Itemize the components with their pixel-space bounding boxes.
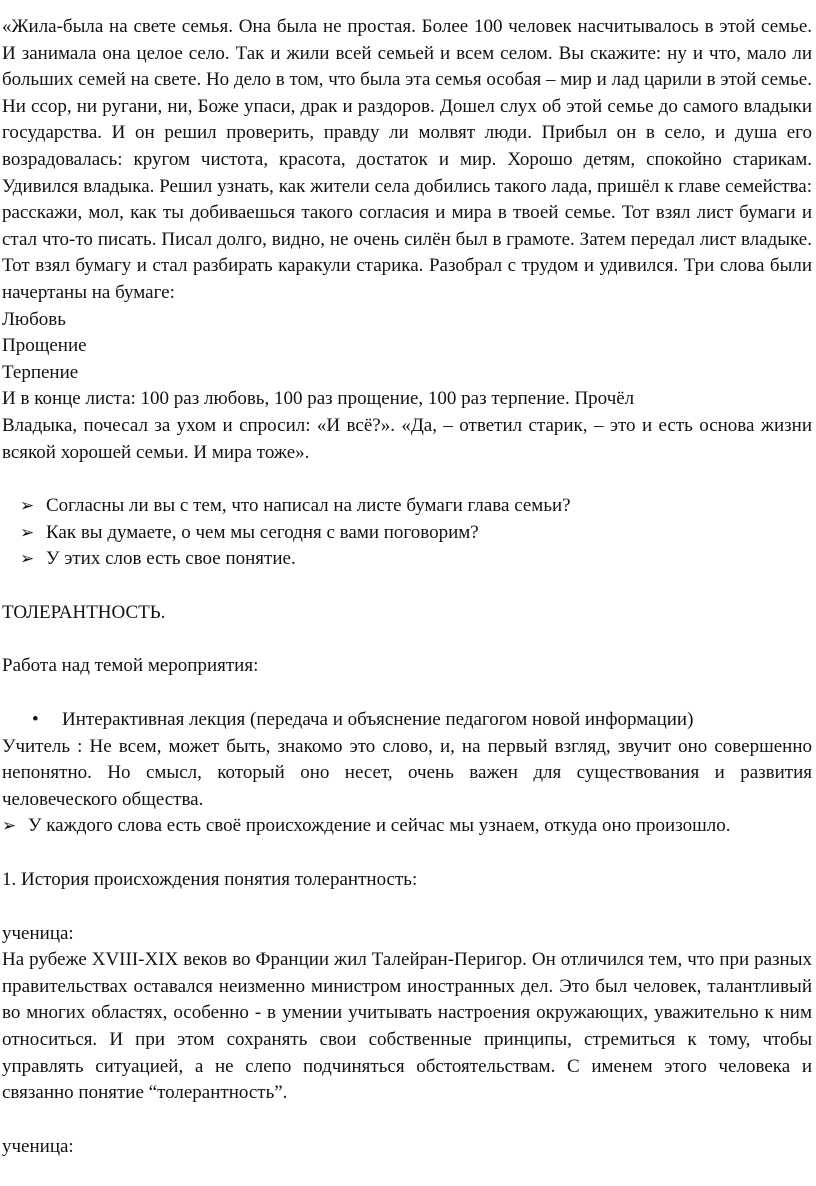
spacer <box>2 894 812 921</box>
word-forgiveness: Прощение <box>2 335 87 357</box>
student-text: На рубеже XVIII-XIX веков во Франции жил Талейран-Перигор. Он отличился тем, что при разных правительствах оставался неизменно министром иностранных дел. Это был человек, талантливый во многих областях, особенно - в умении учитывать настроения окружающих, уважительно к ним относиться. И при этом сохранять свои собственные принципы, стремиться к тому, чтобы управлять ситуацией, а не слепо подчиняться обстоятельствам. С именем этого человека и связанно понятие “толерантность”. <box>2 949 812 1104</box>
list-item: • Интерактивная лекция (передача и объяснение педагогом новой информации) <box>32 707 812 734</box>
lecture-list <box>2 707 812 734</box>
spacer <box>2 626 812 653</box>
word-patience: Терпение <box>2 361 79 383</box>
spacer <box>2 840 812 867</box>
arrowhead-bullet-icon: ➢ <box>20 549 35 570</box>
student-label: ученица: <box>2 1135 74 1157</box>
spacer <box>2 1107 812 1134</box>
questions-list <box>2 493 812 573</box>
list-item: ➢ Как вы думаете, о чем мы сегодня с вами поговорим? <box>20 520 812 547</box>
arrowhead-bullet-icon: ➢ <box>20 522 35 543</box>
spacer <box>2 573 812 600</box>
story-paragraph: «Жила-была на свете семья. Она была не простая. Более 100 человек насчитывалось в этой семье. И занимала она целое село. Так и жили всей семьей и всем селом. Вы скажите: ну и что, мало ли больших семей на свете. Но дело в том, что была эта семья особая – мир и лад царили в этой семье. Ни ссор, ни ругани, ни, Боже упаси, драк и раздоров. Дошел слух об этой семье до самого владыки государства. И он решил проверить, правду ли молвят люди. Прибыл он в село, и душа его возрадовалась: кругом чистота, красота, достаток и мир. Хорошо детям, спокойно старикам. Удивился владыка. Решил узнать, как жители села добились такого лада, пришёл к главе семейства: расскажи, мол, как ты добиваешься такого согласия и мира в твоей семье. Тот взял лист бумаги и стал что-то писать. Писал долго, видно, не очень силён был в грамоте. Затем передал лист владыке. Тот взял бумагу и стал разбирать каракули старика. Разобрал с трудом и удивился. Три слова были начертаны на бумаге: <box>2 16 812 303</box>
work-heading: Работа над темой мероприятия: <box>2 655 259 677</box>
arrowhead-bullet-icon: ➢ <box>20 496 35 517</box>
student-label: ученица: <box>2 922 74 944</box>
topic-title: ТОЛЕРАНТНОСТЬ. <box>2 601 166 623</box>
word-love: Любовь <box>2 308 66 330</box>
spacer <box>2 680 812 707</box>
history-heading: 1. История происхождения понятия толерантность: <box>2 869 418 891</box>
round-bullet-icon: • <box>32 709 39 731</box>
list-item: ➢ Согласны ли вы с тем, что написал на листе бумаги глава семьи? <box>20 493 812 520</box>
spacer <box>2 466 812 493</box>
story-closing: Владыка, почесал за ухом и спросил: «И всё?». «Да, – ответил старик, – это и есть основа жизни всякой хорошей семьи. И мира тоже». <box>2 414 812 463</box>
origin-note: ➢ У каждого слова есть своё происхождение и сейчас мы узнаем, откуда оно произошло. <box>2 813 812 840</box>
story-line-end: И в конце листа: 100 раз любовь, 100 раз прощение, 100 раз терпение. Прочёл <box>2 388 635 410</box>
teacher-text: Учитель : Не всем, может быть, знакомо это слово, и, на первый взгляд, звучит оно совершенно непонятно. Но смысл, который оно несет, очень важен для существования и развития человеческого общества. <box>2 735 812 810</box>
arrowhead-bullet-icon: ➢ <box>2 816 17 837</box>
list-item: ➢ У этих слов есть свое понятие. <box>20 546 812 573</box>
